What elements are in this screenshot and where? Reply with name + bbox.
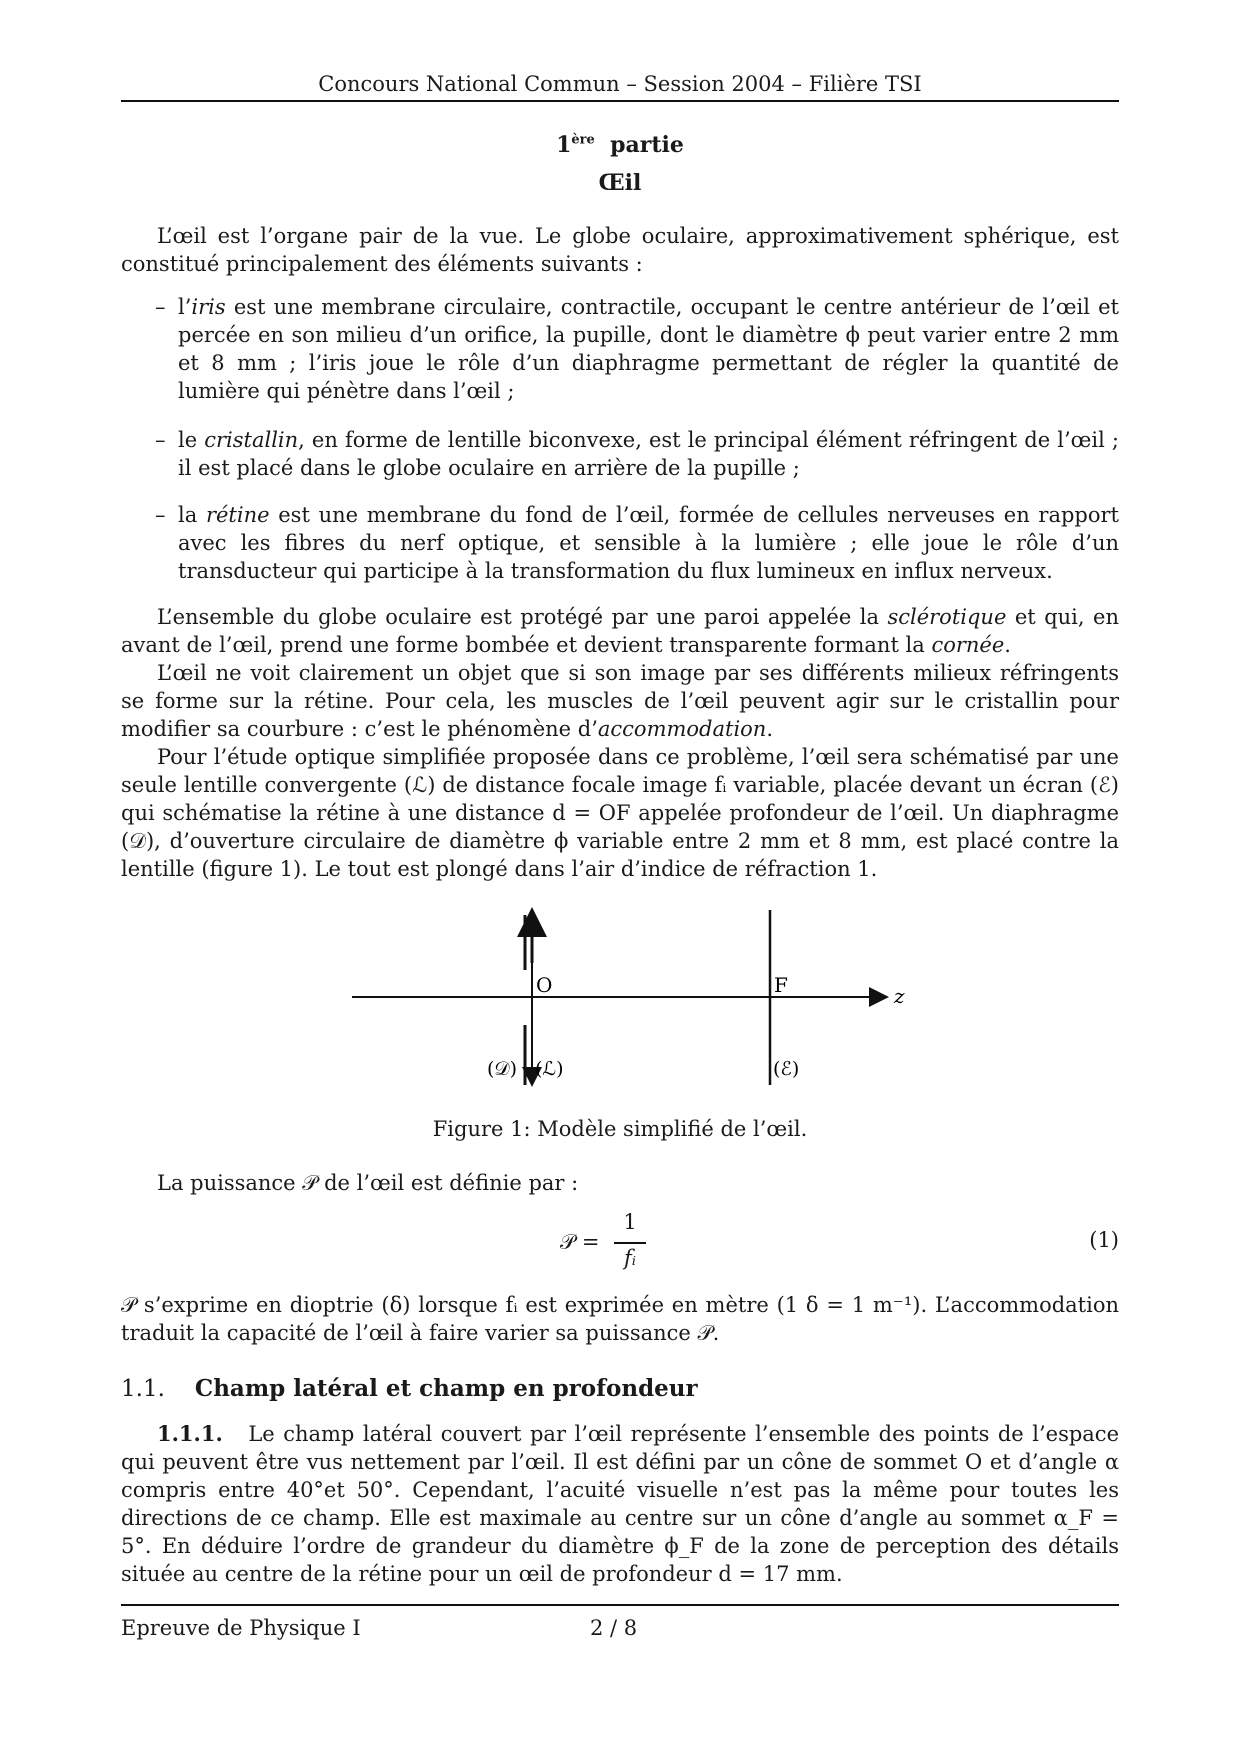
puissance-paragraph: La puissance 𝒫 de l’œil est définie par :	[157, 1171, 579, 1195]
dioptrie-paragraph: 𝒫 s’exprime en dioptrie (δ) lorsque fᵢ est exprimée en mètre (1 δ = 1 m⁻¹). L’accommodation traduit la capacité de l’œil à faire varier sa puissance 𝒫.	[121, 1293, 1119, 1345]
sclerotique-text-c: .	[1004, 633, 1011, 657]
accommodation-text-a: L’œil ne voit clairement un objet que si son image par ses différents milieux réfringents se forme sur la rétine. Pour cela, les muscles de l’œil peuvent agir sur le cristallin pour modifier sa courbure : c’est le phénomène d’	[121, 661, 1119, 741]
bullet-cristallin	[155, 426, 1119, 482]
fraction-bar	[614, 1242, 646, 1244]
term-retine: rétine	[205, 503, 270, 527]
figure-caption: Figure 1: Modèle simplifié de l’œil.	[432, 1117, 808, 1141]
part-number: 1	[556, 132, 572, 158]
bullet-retine-pre: la	[178, 503, 206, 527]
bullet-retine	[155, 501, 1119, 585]
footer-page-number: 2 / 8	[590, 1616, 638, 1640]
bullet-iris-body: est une membrane circulaire, contractile, occupant le centre antérieur de l’œil et percée en son milieu d’un orifice, la pupille, dont le diamètre ϕ peut varier entre 2 mm et 8 mm ; l’iris joue le rôle d’un diaphragme permettant de régler la quantité de lumière qui pénètre dans l’œil ;	[178, 295, 1119, 403]
equation-denominator: fᵢ	[624, 1246, 636, 1270]
term-sclerotique: sclérotique	[887, 605, 1007, 629]
label-O: O	[536, 973, 553, 997]
equation-number: (1)	[1089, 1228, 1119, 1252]
section-title: Champ latéral et champ en profondeur	[194, 1375, 698, 1402]
sclerotique-text-a: L’ensemble du globe oculaire est protégé par une paroi appelée la	[157, 605, 888, 629]
part-heading	[121, 132, 1119, 158]
footer-exam-title: Epreuve de Physique I	[121, 1616, 361, 1640]
bullet-cristallin-text	[155, 426, 1119, 482]
eye-model-figure	[340, 905, 920, 1095]
part-title: Œil	[598, 170, 642, 196]
header-rule	[121, 100, 1119, 102]
term-cornee: cornée	[931, 633, 1005, 657]
intro-paragraph: L’œil est l’organe pair de la vue. Le globe oculaire, approximativement sphérique, est constitué principalement des éléments suivants :	[121, 224, 1119, 276]
question-1-1-1	[121, 1420, 1119, 1588]
bullet-iris-text	[155, 293, 1119, 405]
label-diaphragm: (𝒟)	[487, 1058, 517, 1080]
footer-rule	[121, 1604, 1119, 1606]
accommodation-text-b: .	[766, 717, 774, 741]
bullet-dash: –	[155, 295, 166, 319]
question-text: Le champ latéral couvert par l’œil représente l’ensemble des points de l’espace qui peuvent être vus nettement par l’œil. Il est défini par un cône de sommet O et d’angle α compris entre 40°et 50°. Cependant, l’acuité visuelle n’est pas la même pour toutes les directions de ce champ. Elle est maximale au centre sur un cône d’angle au sommet α_F = 5°. En déduire l’ordre de grandeur du diamètre ϕ_F de la zone de perception des détails située au centre de la rétine pour un œil de profondeur d = 17 mm.	[121, 1422, 1119, 1586]
sclerotique-text-b: et qui, en avant de l’œil, prend une forme bombée et devient transparente formant la	[121, 605, 1119, 657]
equation-numerator: 1	[623, 1210, 637, 1234]
part-word: partie	[610, 132, 684, 158]
label-z: z	[894, 984, 905, 1008]
question-number: 1.1.1.	[157, 1421, 223, 1446]
part-number-sup: ère	[571, 132, 595, 148]
equation-1	[560, 1208, 680, 1278]
section-number: 1.1.	[121, 1376, 165, 1402]
label-lens: (ℒ)	[535, 1058, 564, 1080]
term-iris: iris	[191, 295, 226, 319]
bullet-iris	[155, 293, 1119, 405]
equation-lhs: 𝒫 =	[560, 1230, 600, 1254]
section-heading	[121, 1375, 698, 1402]
bullet-retine-text	[155, 501, 1119, 585]
bullet-dash: –	[155, 503, 166, 527]
bullet-retine-body: est une membrane du fond de l’œil, formée de cellules nerveuses en rapport avec les fibres du nerf optique, et sensible à la lumière ; elle joue le rôle d’un transducteur qui participe à la transformation du flux lumineux en influx nerveux.	[178, 503, 1119, 583]
bullet-cristallin-pre: le	[178, 428, 205, 452]
term-cristallin: cristallin	[204, 428, 299, 452]
sclerotique-paragraph	[121, 603, 1119, 659]
label-F: F	[774, 973, 788, 997]
running-header: Concours National Commun – Session 2004 – Filière TSI	[318, 72, 922, 96]
bullet-cristallin-body: , en forme de lentille biconvexe, est le principal élément réfringent de l’œil ; il est placé dans le globe oculaire en arrière de la pupille ;	[178, 428, 1119, 480]
bullet-iris-pre: l’	[178, 295, 192, 319]
accommodation-paragraph	[121, 659, 1119, 743]
bullet-dash: –	[155, 428, 166, 452]
model-paragraph: Pour l’étude optique simplifiée proposée dans ce problème, l’œil sera schématisé par une seule lentille convergente (ℒ) de distance focale image fᵢ variable, placée devant un écran (ℰ) qui schématise la rétine à une distance d = OF appelée profondeur de l’œil. Un diaphragme (𝒟), d’ouverture circulaire de diamètre ϕ variable entre 2 mm et 8 mm, est placé contre la lentille (figure 1). Le tout est plongé dans l’air d’indice de réfraction 1.	[121, 745, 1119, 881]
label-screen: (ℰ)	[773, 1058, 800, 1080]
term-accommodation: accommodation	[597, 717, 767, 741]
